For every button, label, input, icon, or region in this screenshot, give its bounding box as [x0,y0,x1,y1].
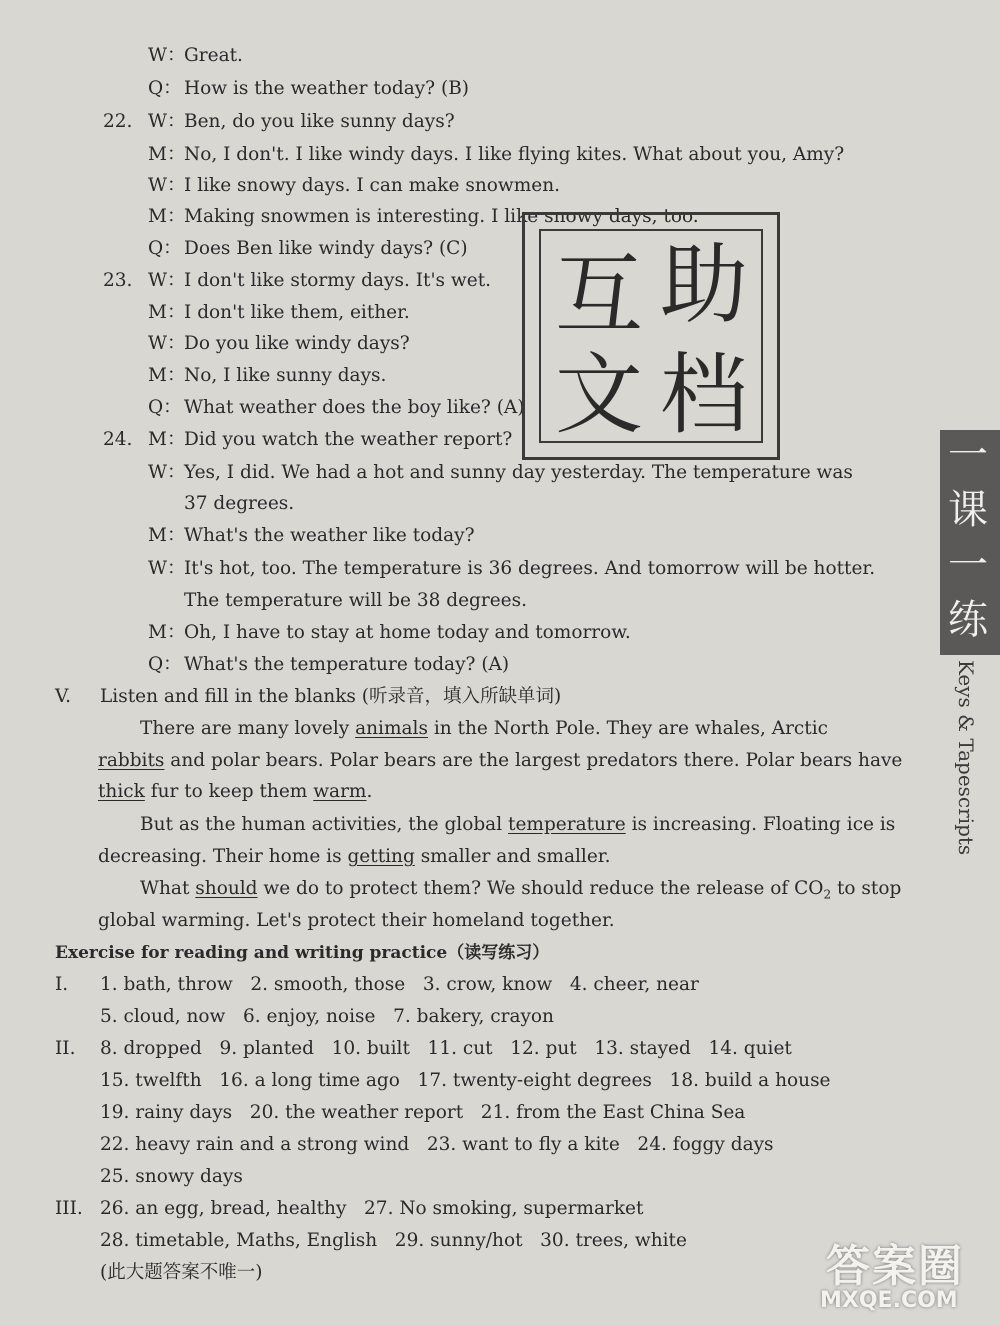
exercise-line [55,1229,687,1253]
dialog-text: Ben, do you like sunny days? [184,111,455,132]
dialog-line [148,301,410,325]
dialog-line [184,492,294,516]
dialog-line [148,396,525,420]
dialog-line [103,428,512,452]
exercise-number: II. [55,1038,76,1059]
answer-blank: temperature [508,814,626,835]
stamp-seal: 互 助 文 档 [522,212,780,460]
speaker-label: Q： [148,654,182,675]
question-number: 22. [103,111,133,132]
answer-blank: thick [98,781,145,802]
paragraph-line: rabbits and polar bears. Polar bears are the largest predators there. Polar bears have [98,750,903,771]
speaker-label: Q： [148,397,182,418]
paragraph-line: decreasing. Their home is getting smaller and smaller. [98,846,611,867]
exercise-text: (此大题答案不唯一) [100,1262,263,1283]
dialog-text: I don't like them, either. [184,302,410,323]
dialog-line [148,44,243,68]
dialog-text: What's the temperature today? (A) [184,654,510,675]
exercise-line [55,1069,831,1093]
answer-blank: getting [347,846,415,867]
paragraph-line: thick fur to keep them warm. [98,781,373,802]
dialog-line [148,557,875,581]
exercise-text: 5. cloud, now 6. enjoy, noise 7. bakery, crayon [100,1006,554,1027]
speaker-label: Q： [148,238,182,259]
dialog-line [148,364,386,388]
speaker-label: W： [148,175,186,196]
answer-blank: animals [355,718,428,739]
exercise-text: 19. rainy days 20. the weather report 21. from the East China Sea [100,1102,746,1123]
paragraph-line: What should we do to protect them? We should reduce the release of $CO_2$ to stop [140,878,902,902]
exercise-heading: Exercise for reading and writing practice（读写练习） [55,943,550,963]
exercise-line [55,1005,554,1029]
exercise-text: 28. timetable, Maths, English 29. sunny/hot 30. trees, white [100,1230,687,1251]
dialog-line [148,174,560,198]
dialog-line [148,461,853,485]
dialog-line [148,653,509,677]
speaker-label: W： [148,333,186,354]
dialog-line [148,77,469,101]
exercise-line [55,1165,243,1189]
dialog-text: Great. [184,45,243,66]
exercise-text: 22. heavy rain and a strong wind 23. want to fly a kite 24. foggy days [100,1134,774,1155]
dialog-text: No, I like sunny days. [184,365,387,386]
paragraph-line: global warming. Let's protect their homeland together. [98,910,615,931]
dialog-line [148,621,631,645]
dialog-line [184,589,527,613]
dialog-line [148,143,844,167]
exercise-text: 1. bath, throw 2. smooth, those 3. crow, know 4. cheer, near [100,974,699,995]
answer-blank: should [195,878,258,899]
speaker-label: M： [148,144,186,165]
speaker-label: M： [148,525,186,546]
exercise-number: I. [55,974,69,995]
speaker-label: M： [148,302,186,323]
speaker-label: M： [148,365,186,386]
exercise-line [55,1037,792,1061]
speaker-label: Q： [148,78,182,99]
dialog-text: It's hot, too. The temperature is 36 degrees. And tomorrow will be hotter. [184,558,876,579]
question-number: 24. [103,429,133,450]
exercise-number: III. [55,1198,83,1219]
dialog-line [148,237,468,261]
speaker-label: W： [148,558,186,579]
dialog-text: Did you watch the weather report? [184,429,513,450]
book-sidebar-tab: 一 课 一 练 [940,430,1000,655]
dialog-text: What weather does the boy like? (A) [184,397,525,418]
exercise-line [55,1133,774,1157]
question-number: 23. [103,270,133,291]
exercise-text: 8. dropped 9. planted 10. built 11. cut 12. put 13. stayed 14. quiet [100,1038,792,1059]
sidebar-english-label: Keys & Tapescripts [954,660,978,856]
speaker-label: W： [148,270,186,291]
speaker-label: M： [148,206,186,227]
speaker-label: W： [148,111,186,132]
dialog-line [148,524,475,548]
dialog-text: What's the weather like today? [184,525,475,546]
dialog-text: How is the weather today? (B) [184,78,470,99]
dialog-text: Yes, I did. We had a hot and sunny day yesterday. The temperature was [184,462,853,483]
dialog-text: Oh, I have to stay at home today and tomorrow. [184,622,631,643]
dialog-line [148,332,410,356]
watermark-logo: 答案圈 MXQE.COM [820,1241,964,1313]
exercise-text: 15. twelfth 16. a long time ago 17. twenty-eight degrees 18. build a house [100,1070,831,1091]
answer-blank: rabbits [98,750,165,771]
answer-blank: warm [313,781,367,802]
paragraph-line: But as the human activities, the global temperature is increasing. Floating ice is [140,814,896,835]
dialog-line [103,269,491,293]
exercise-text: 26. an egg, bread, healthy 27. No smoking, supermarket [100,1198,644,1219]
exercise-line [55,1261,262,1285]
dialog-text: Does Ben like windy days? (C) [184,238,468,259]
dialog-line [103,110,455,134]
dialog-text: 37 degrees. [184,493,295,514]
exercise-line [55,1197,643,1221]
speaker-label: W： [148,462,186,483]
speaker-label: M： [148,622,186,643]
speaker-label: M： [148,429,186,450]
dialog-text: No, I don't. I like windy days. I like flying kites. What about you, Amy? [184,144,845,165]
paragraph-line: There are many lovely animals in the North Pole. They are whales, Arctic [140,718,828,739]
speaker-label: W： [148,45,186,66]
dialog-text: The temperature will be 38 degrees. [184,590,527,611]
exercise-line [55,1101,745,1125]
dialog-text: I don't like stormy days. It's wet. [184,270,492,291]
exercise-text: 25. snowy days [100,1166,243,1187]
dialog-text: I like snowy days. I can make snowmen. [184,175,561,196]
dialog-text: Making snowmen is interesting. I like snowy days, too. [184,206,699,227]
section-v-heading: V. Listen and fill in the blanks (听录音，填入所缺单词) [55,686,562,707]
dialog-text: Do you like windy days? [184,333,410,354]
exercise-line [55,973,699,997]
